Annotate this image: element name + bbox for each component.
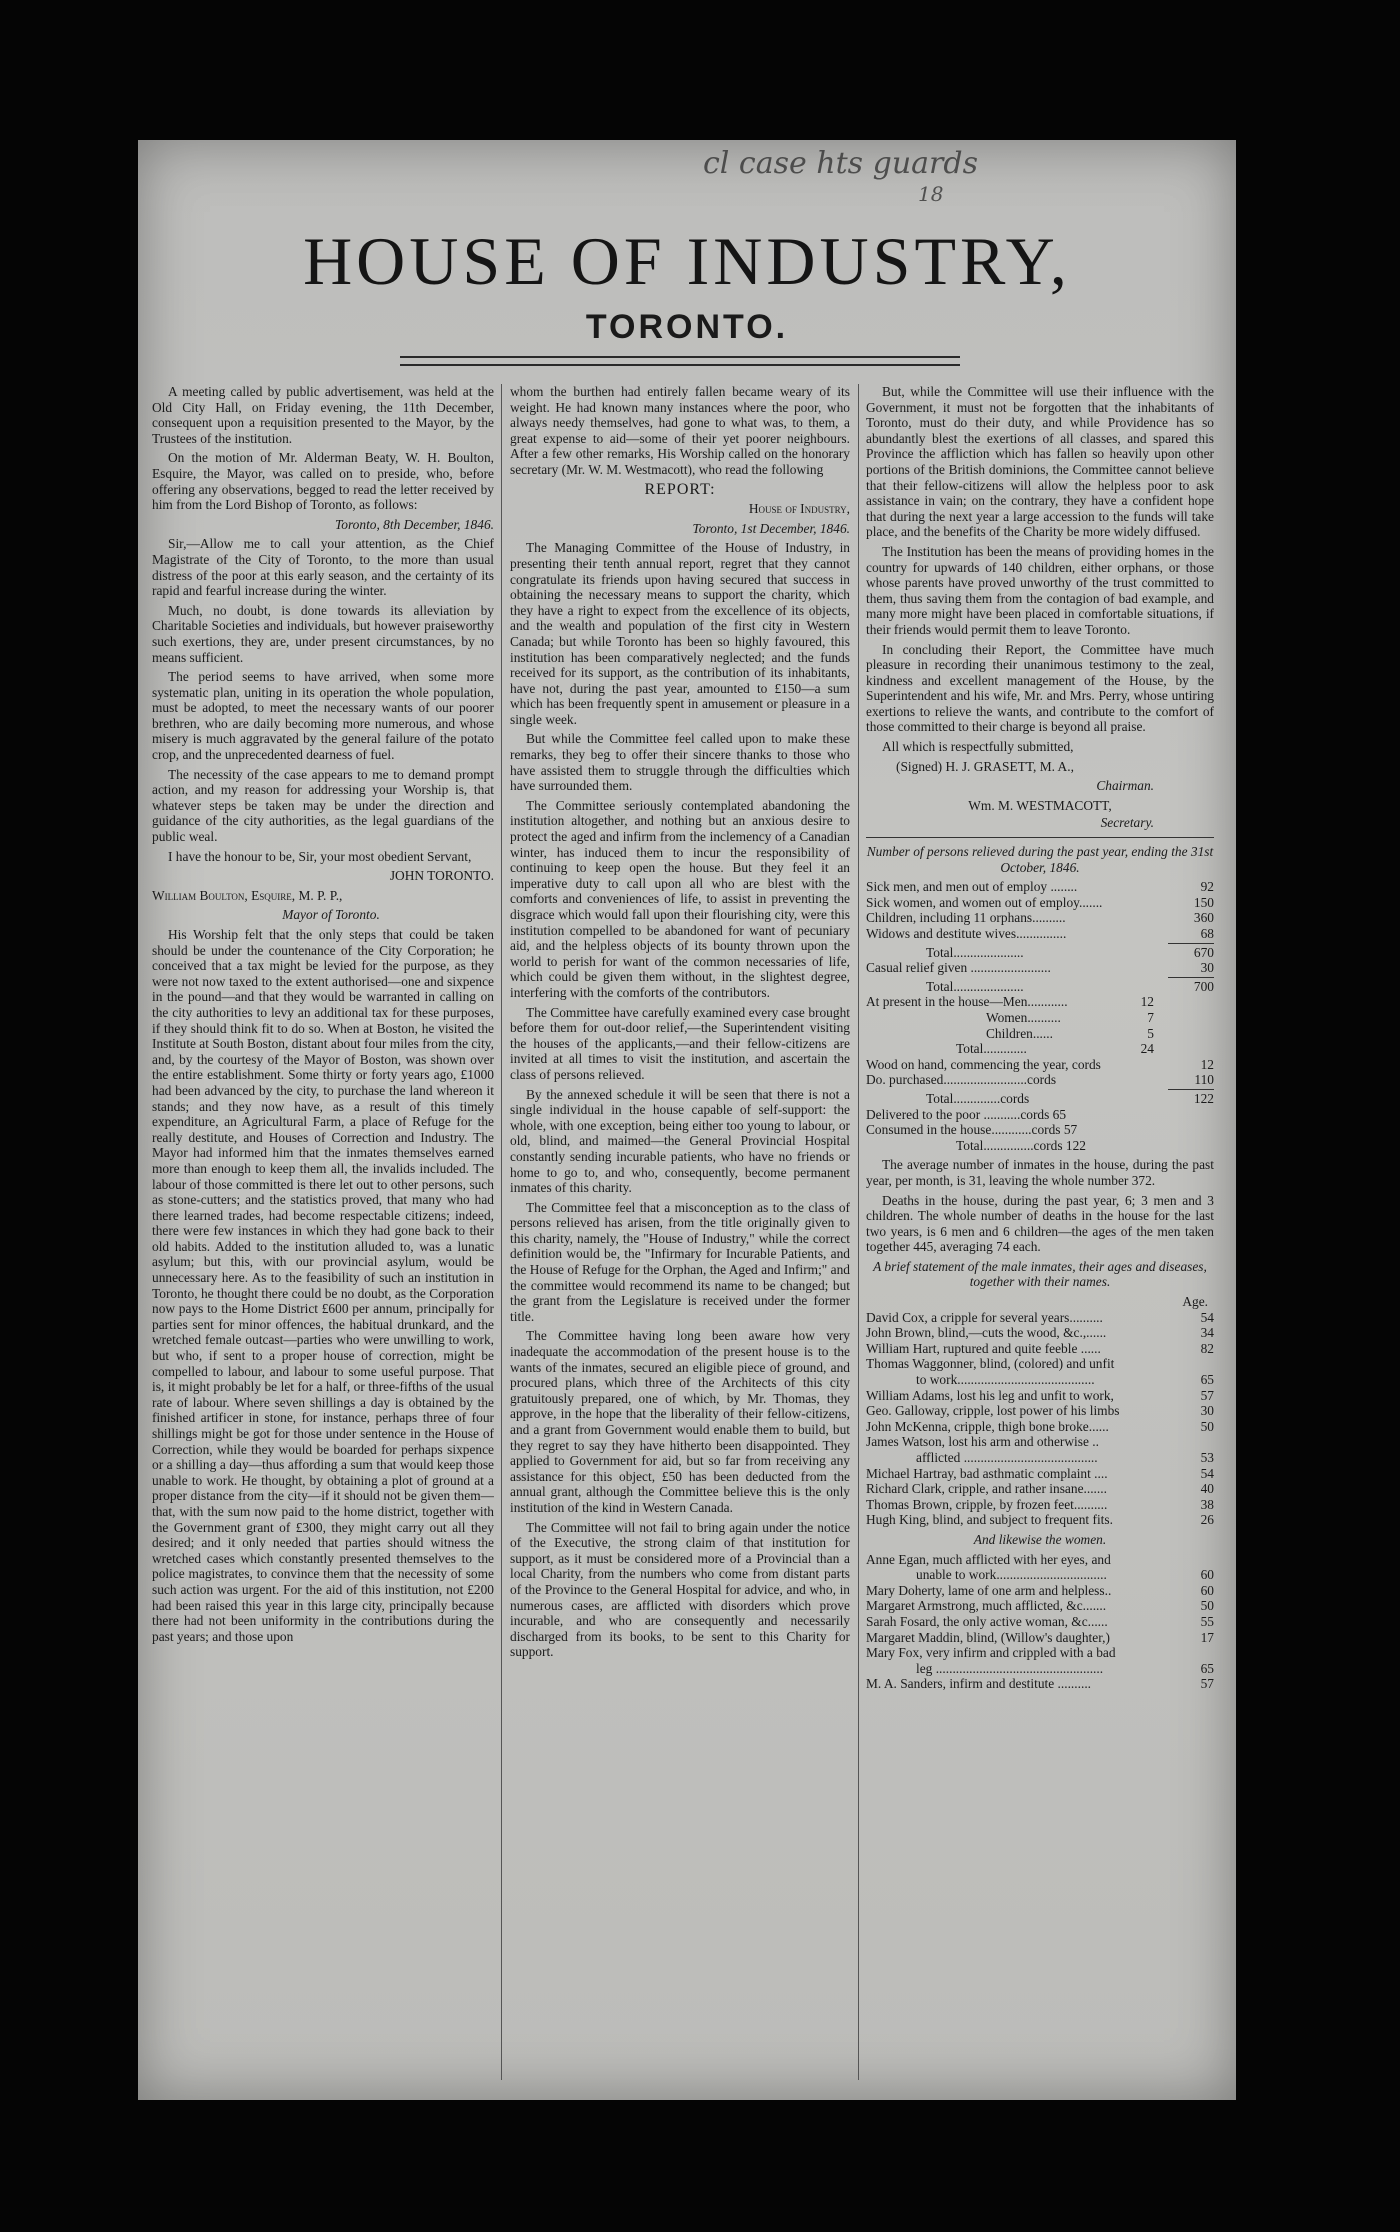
stats-value: 68 — [1200, 926, 1214, 941]
paragraph: Deaths in the house, during the past year, 6; 3 men and 3 children. The whole number of deaths in the house for the last two years, is 6 men and 6 children—the ages of the men taken together 445, averaging 74 each. — [866, 1192, 1214, 1255]
stats-value: 360 — [1193, 910, 1214, 926]
stats-row — [866, 1107, 1214, 1123]
stats-row — [866, 960, 1214, 976]
stats-row — [866, 1010, 1214, 1026]
stats-label: Women.......... — [986, 1009, 1061, 1025]
inmate-age: 57 — [1200, 1387, 1214, 1403]
inmate-row — [866, 1645, 1214, 1661]
paragraph: The average number of inmates in the house, during the past year, per month, is 31, leaving the whole number 372. — [866, 1157, 1214, 1188]
sum-rule — [1168, 1089, 1214, 1090]
inmate-row — [866, 1341, 1214, 1357]
inmate-age: 26 — [1200, 1512, 1214, 1528]
paragraph: The period seems to have arrived, when some more systematic plan, uniting in its operation the whole population, must be adopted, to meet the necessary wants of our poorer brethren, who are daily becoming more numerous, and whose misery is much aggravated by the general failure of the potato crop, and the unprecedented dearness of fuel. — [152, 669, 494, 763]
inmate-row — [866, 1630, 1214, 1646]
inmate-label: Geo. Galloway, cripple, lost power of his limbs — [866, 1403, 1120, 1419]
stats-row — [866, 879, 1214, 895]
inmate-age: 34 — [1200, 1325, 1214, 1341]
inmate-label: William Adams, lost his leg and unfit to work, — [866, 1387, 1114, 1403]
inmate-row — [866, 1325, 1214, 1341]
paragraph: In concluding their Report, the Committee have much pleasure in recording their unanimous testimony to the zeal, kindness and excellent management of the House, by the Superintendent and his wife, Mr. and Mrs. Perry, whose untiring exertions to relieve the wants, and contribute to the comfort of those committed to their charge is beyond all praise. — [866, 641, 1214, 735]
inmate-label: leg .................................................. — [916, 1660, 1104, 1676]
inmate-row — [866, 1356, 1214, 1372]
stats-label: Total..................... — [926, 978, 1024, 994]
inmate-label: to work......................................... — [916, 1372, 1095, 1388]
letter-date: Toronto, 8th December, 1846. — [335, 516, 494, 532]
handwriting-line-1: cl case hts guards — [703, 146, 978, 181]
paragraph: But, while the Committee will use their influence with the Government, it must not be forgotten that the inhabitants of Toronto, must do their duty, and while Providence has so abundantly blest the exertions of all classes, and spared this Province the affliction which has fallen so heavily upon other portions of the British dominions, the Committee cannot believe that their fellow-citizens will allow the helpless poor to ask assistance in vain; on the contrary, they have a confident hope that during the next year a large accession to the funds will take place, and the benefits of the Charity be more widely diffused. — [866, 384, 1214, 540]
column-1 — [152, 384, 494, 2084]
inmate-row — [866, 1310, 1214, 1326]
chairman-title: Chairman. — [1096, 778, 1154, 794]
stats-value — [1178, 1138, 1214, 1154]
letter-addressee: William Boulton, Esquire, M. P. P., — [152, 887, 343, 903]
inmates-title: A brief statement of the male inmates, their ages and diseases, together with their names. — [873, 1258, 1207, 1290]
stats-value: 24 — [1140, 1041, 1154, 1057]
handwriting-line-2: 18 — [918, 182, 944, 206]
stats-row — [866, 1026, 1214, 1042]
stats-row — [866, 1041, 1214, 1057]
paragraph: The Committee having long been aware how very inadequate the accommodation of the present house is to the wants of the inmates, secured an eligible piece of ground, and procured plans, which three of the Architects of this city gratuitously prepared, one of which, by Mr. Thomas, they approve, in the hope that the liberality of their fellow-citizens, and a grant from Government would enable them to build, but they regret to say they have hitherto been disappointed. They applied to Government for aid, but so far from receiving any assistance for this object, £50 has been deducted from the annual grant, although the Committee believe this is the only institution of the kind in Western Canada. — [510, 1328, 850, 1515]
paragraph: The Committee have carefully examined every case brought before them for out-door relief,—the Superintendent visiting the houses of the applicants,—and their fellow-citizens are invited at all times to visit the institution, and ascertain the class of persons relieved. — [510, 1004, 850, 1082]
paragraph: Much, no doubt, is done towards its alleviation by Charitable Societies and individuals, but however praiseworthy such exertions, they are, under present circumstances, by no means sufficient. — [152, 602, 494, 665]
stats-row — [866, 910, 1214, 926]
paragraph: On the motion of Mr. Alderman Beaty, W. H. Boulton, Esquire, the Mayor, was called on to preside, who, before offering any observations, begged to read the letter received by him from the Lord Bishop of Toronto, as follows: — [152, 450, 494, 513]
inmate-age: 60 — [1200, 1582, 1214, 1598]
inmate-label: M. A. Sanders, infirm and destitute .......... — [866, 1676, 1092, 1692]
stats-value: 5 — [1147, 1025, 1154, 1041]
stats-table — [866, 879, 1214, 1153]
inmate-row — [866, 1598, 1214, 1614]
inmate-label: Sarah Fosard, the only active woman, &c...... — [866, 1613, 1108, 1629]
sum-rule — [1168, 977, 1214, 978]
male-inmates-list — [866, 1310, 1214, 1528]
stats-value: 30 — [1200, 960, 1214, 976]
stats-title: Number of persons relieved during the past year, ending the 31st October, 1846. — [866, 844, 1214, 875]
inmate-label: David Cox, a cripple for several years.......... — [866, 1309, 1103, 1325]
inmate-row — [866, 1372, 1214, 1388]
inmate-age: 60 — [1200, 1567, 1214, 1583]
stats-value: 700 — [1193, 978, 1214, 994]
stats-label: Total...............cords 122 — [956, 1137, 1086, 1153]
stats-label: Total..................... — [926, 944, 1024, 960]
stats-label: Consumed in the house............cords 57 — [866, 1122, 1078, 1138]
women-header: And likewise the women. — [973, 1531, 1107, 1547]
inmate-label: Thomas Waggonner, blind, (colored) and unfit — [866, 1356, 1115, 1372]
stats-row — [866, 926, 1214, 942]
letter-signature: JOHN TORONTO. — [389, 868, 494, 884]
inmate-age: 54 — [1200, 1309, 1214, 1325]
age-column-header: Age. — [1182, 1294, 1208, 1310]
inmate-age: 82 — [1200, 1340, 1214, 1356]
stats-value — [1178, 1122, 1214, 1138]
inmate-age — [1178, 1356, 1214, 1372]
inmate-row — [866, 1614, 1214, 1630]
inmate-row — [866, 1567, 1214, 1583]
stats-row — [866, 1057, 1214, 1073]
inmate-row — [866, 1676, 1214, 1692]
stats-row — [866, 1138, 1214, 1154]
stats-row — [866, 945, 1214, 961]
inmate-label: Mary Doherty, lame of one arm and helpless.. — [866, 1582, 1112, 1598]
stats-label: At present in the house—Men............ — [866, 994, 1068, 1010]
stats-value: 670 — [1193, 944, 1214, 960]
report-date: Toronto, 1st December, 1846. — [692, 520, 850, 536]
inmate-label: Michael Hartray, bad asthmatic complaint .... — [866, 1465, 1108, 1481]
secretary-name: Wm. M. WESTMACOTT, — [968, 797, 1112, 813]
inmate-row — [866, 1661, 1214, 1677]
stats-row — [866, 994, 1214, 1010]
report-heading: REPORT: — [644, 480, 716, 498]
stats-label: Do. purchased.........................cords — [866, 1072, 1057, 1088]
inmate-age — [1178, 1645, 1214, 1661]
inmate-row — [866, 1583, 1214, 1599]
inmate-label: John Brown, blind,—cuts the wood, &c.,...... — [866, 1325, 1107, 1341]
stats-value — [1178, 1107, 1214, 1123]
inmate-age: 65 — [1200, 1372, 1214, 1388]
stats-row — [866, 895, 1214, 911]
secretary-title: Secretary. — [1100, 815, 1154, 831]
column-divider-1 — [501, 384, 502, 2080]
stats-row — [866, 979, 1214, 995]
paragraph: whom the burthen had entirely fallen became weary of its weight. He had known many instances where the poor, who always needy themselves, had gone to what was, to them, a great expense to aid—some of their yet poorer neighbours. After a few other remarks, His Worship called on the honorary secretary (Mr. W. M. Westmacott), who read the following — [510, 384, 850, 477]
inmate-label: unable to work................................. — [916, 1567, 1107, 1583]
stats-label: Casual relief given ........................ — [866, 960, 1051, 976]
paragraph: The Committee seriously contemplated abandoning the institution altogether, and nothing but an anxious desire to protect the aged and infirm from the inclemency of a Canadian winter, has induced them to incur the responsibility of continuing to keep open the house. But they feel it an imperative duty to call upon all who are blest with the comforts and conveniences of life, to assist in preventing the disgrace which would fall upon their flourishing city, were this institution compelled to be abandoned for want of pecuniary aid, and the helpless objects of its bounty thrown upon the world to perish for want of the common necessaries of life, which could be given them without, in the slightest degree, interfering with the comforts of the contributors. — [510, 797, 850, 1000]
inmate-label: James Watson, lost his arm and otherwise .. — [866, 1434, 1099, 1450]
stats-row — [866, 1091, 1214, 1107]
inmate-label: William Hart, ruptured and quite feeble ...... — [866, 1340, 1101, 1356]
stats-label: Sick men, and men out of employ ........ — [866, 879, 1078, 895]
stats-value: 12 — [1200, 1056, 1214, 1072]
stats-label: Wood on hand, commencing the year, cords — [866, 1056, 1101, 1072]
inmate-label: Margaret Maddin, blind, (Willow's daughter,) — [866, 1629, 1110, 1645]
stats-label: Total............. — [956, 1041, 1027, 1057]
inmate-row — [866, 1497, 1214, 1513]
inmate-label: Margaret Armstrong, much afflicted, &c....... — [866, 1598, 1107, 1614]
stats-row — [866, 1122, 1214, 1138]
inmate-age: 17 — [1200, 1629, 1214, 1645]
inmate-label: Anne Egan, much afflicted with her eyes, and — [866, 1551, 1111, 1567]
paragraph: The Institution has been the means of providing homes in the country for upwards of 140 children, either orphans, or those whose parents have proved unworthy of the trust committed to them, thus saving them from the contagion of bad example, and many more might have been placed in comfortable situations, if their friends would permit them to leave Toronto. — [866, 543, 1214, 637]
title-divider — [400, 356, 960, 366]
sum-rule — [1168, 943, 1214, 944]
section-divider — [866, 837, 1214, 838]
inmate-age: 55 — [1200, 1613, 1214, 1629]
inmate-age: 65 — [1200, 1660, 1214, 1676]
stats-row — [866, 1072, 1214, 1088]
stats-label: Delivered to the poor ...........cords 65 — [866, 1106, 1067, 1122]
stats-label: Children...... — [986, 1025, 1053, 1041]
masthead-title: HOUSE OF INDUSTRY, — [303, 223, 1071, 299]
paragraph: I have the honour to be, Sir, your most obedient Servant, — [168, 848, 472, 864]
inmate-label: Mary Fox, very infirm and crippled with a bad — [866, 1645, 1116, 1661]
letter-addressee-title: Mayor of Toronto. — [282, 907, 380, 923]
paragraph: A meeting called by public advertisement, was held at the Old City Hall, on Friday evening, the 11th December, consequent upon a requisition presented to the Mayor, by the Trustees of the institution. — [152, 384, 494, 446]
inmate-row — [866, 1403, 1214, 1419]
inmate-row — [866, 1512, 1214, 1528]
inmate-age: 54 — [1200, 1465, 1214, 1481]
column-divider-2 — [858, 384, 859, 2080]
stats-label: Total..............cords — [926, 1090, 1030, 1106]
inmate-age: 38 — [1200, 1496, 1214, 1512]
inmate-row — [866, 1450, 1214, 1466]
paragraph: The Managing Committee of the House of Industry, in presenting their tenth annual report, regret that they cannot congratulate its friends upon having secured that success in obtaining the necessary means to support the charity, which they have a right to expect from the excellence of its objects, and the wealth and population of the first city in Western Canada; but while Toronto has been so highly favoured, this institution has been comparatively neglected; and the funds received for its support, as the contribution of its inhabitants, have not, during the past year, amounted to £150—a sum which has been frequently spent in amusement or pleasure in a single week. — [510, 540, 850, 727]
stats-label: Children, including 11 orphans.......... — [866, 910, 1066, 926]
report-organization: House of Industry, — [748, 501, 850, 517]
inmate-row — [866, 1552, 1214, 1568]
stats-label: Widows and destitute wives............... — [866, 926, 1067, 941]
stats-value: 7 — [1147, 1009, 1154, 1025]
column-2 — [510, 384, 850, 2084]
inmate-age: 50 — [1200, 1598, 1214, 1614]
inmate-age: 50 — [1200, 1418, 1214, 1434]
paragraph: Sir,—Allow me to call your attention, as the Chief Magistrate of the City of Toronto, to the more than usual distress of the poor at this early season, and the certainty of its rapid and fearful increase during the winter. — [152, 536, 494, 599]
stats-label: Sick women, and women out of employ....... — [866, 894, 1103, 910]
inmate-label: afflicted ........................................ — [916, 1450, 1098, 1465]
paragraph: The Committee will not fail to bring again under the notice of the Executive, the strong claim of that institution for support, as it must be considered more of a Provincial than a local Charity, from the numbers who come from distant parts of the Province to the General Hospital for advice, and who, in numerous cases, are afflicted with disorders which prove incurable, and who are consequently and necessarily discharged from its books, to be sent to this Charity for support. — [510, 1519, 850, 1660]
column-3 — [866, 384, 1214, 2084]
paragraph: The necessity of the case appears to me to demand prompt action, and my reason for addressing your Worship is, that whatever steps be taken may be under the direction and guidance of the city authorities, as the legal guardians of the public weal. — [152, 766, 494, 845]
inmate-label: Thomas Brown, cripple, by frozen feet.......... — [866, 1496, 1108, 1512]
female-inmates-list — [866, 1552, 1214, 1692]
paragraph: His Worship felt that the only steps that could be taken should be under the countenance of the City Corporation; he conceived that a tax might be levied for the purpose, as they were not now taxed to the extent authorised—one and sixpence in the pound—and that they would be warranted in calling on the city authorities to levy an additional tax for these purposes, if they should think fit to do so. When at Boston, he visited the Institute at South Boston, distant about four miles from the city, and, by the courtesy of the Mayor of Boston, was shown over the entire establishment. Some thirty or forty years ago, £1000 had been advanced by the city, to purchase the land whereon it stands; and they now have, as a result of this timely expenditure, an Agricultural Farm, a place of Refuge for the really destitute, and Houses of Correction and Industry. The Mayor had informed him that the inmates themselves earned more than enough to keep them all, the invalids included. The labour of those committed is there let out to other persons, such as stone-cutters; and the statistics proved, that many who had there learned trades, had become respectable citizens; indeed, there were few instances in which they had gone back to their old habits. Added to the institution alluded to, was a lunatic asylum; but this, with our provincial asylum, would be unnecessary here. As to the feasibility of such an institution in Toronto, he thought there could be no doubt, as the Corporation now pays to the Home District £600 per annum, principally for parties sent for minor offences, the habitual drunkard, and the wretched female outcast—parties who were unwilling to work, but who, if sent to a proper house of correction, might be compelled to labour, and labour to some useful purpose. That is, it might probably be let for a half, or three-fifths of the usual rate of labour. Where seven shillings a day is obtained by the finished artificer in stone, for instance, perhaps three of four shillings might be got for those under sentence in the House of Correction, while they would be boarded for perhaps sixpence or a shilling a day—thus affording a sum that would keep those unable to work. He thought, by obtaining a plot of ground at a proper distance from the city—if it should not be given them—that, with the sum now paid to the home district, together with the Government grant of £300, they might carry out all they desired; and it only needed that parties should witness the wretched cases which constantly presented themselves to the police magistrates, to convince them that the necessity of some such action was urgent. For the aid of this institution, not £200 had been raised this year in this large city, principally because there had not been uniformity in the contributions during the past years; and those upon — [152, 927, 494, 1644]
inmate-label: Richard Clark, cripple, and rather insane....... — [866, 1481, 1107, 1497]
inmate-age — [1178, 1434, 1214, 1450]
paragraph: All which is respectfully submitted, — [882, 739, 1074, 755]
paragraph: But while the Committee feel called upon to make these remarks, they beg to offer their sincere thanks to those who have assisted them to struggle through the difficulties which have surrounded them. — [510, 731, 850, 794]
inmate-row — [866, 1419, 1214, 1435]
inmate-label: Hugh King, blind, and subject to frequent fits. — [866, 1512, 1113, 1528]
inmate-row — [866, 1434, 1214, 1450]
masthead-subtitle: TORONTO. — [585, 308, 789, 346]
inmate-age: 53 — [1200, 1450, 1214, 1465]
stats-value: 92 — [1200, 879, 1214, 895]
paragraph: The Committee feel that a misconception as to the class of persons relieved has arisen, from the title originally given to this charity, namely, the "House of Industry," while the correct definition would be, the "Infirmary for Incurable Patients, and the House of Refuge for the Orphan, the Aged and Infirm;" and the committee would recommend its name to be changed; but the grant from the Legislature is received under the former title. — [510, 1199, 850, 1324]
inmate-row — [866, 1481, 1214, 1497]
handwritten-annotation — [703, 146, 1123, 206]
inmate-age — [1178, 1552, 1214, 1568]
paragraph: By the annexed schedule it will be seen that there is not a single individual in the house capable of self-support: the whole, with one exception, being either too young to labour, or old, blind, and maimed—the General Provincial Hospital constantly sending incurable patients, who have no friends or home to go to, and who, consequently, become permanent inmates of this charity. — [510, 1086, 850, 1196]
inmate-row — [866, 1466, 1214, 1482]
stats-value: 150 — [1193, 894, 1214, 910]
stats-value: 12 — [1140, 994, 1154, 1010]
inmate-row — [866, 1388, 1214, 1404]
inmate-age: 40 — [1200, 1481, 1214, 1497]
inmate-label: John McKenna, cripple, thigh bone broke...... — [866, 1418, 1109, 1434]
stats-value: 122 — [1193, 1090, 1214, 1106]
inmate-age: 30 — [1200, 1403, 1214, 1419]
inmate-age: 57 — [1200, 1676, 1214, 1692]
newspaper-page — [138, 140, 1236, 2100]
stats-value: 110 — [1194, 1072, 1214, 1088]
signed-line: (Signed) H. J. GRASETT, M. A., — [896, 758, 1074, 774]
